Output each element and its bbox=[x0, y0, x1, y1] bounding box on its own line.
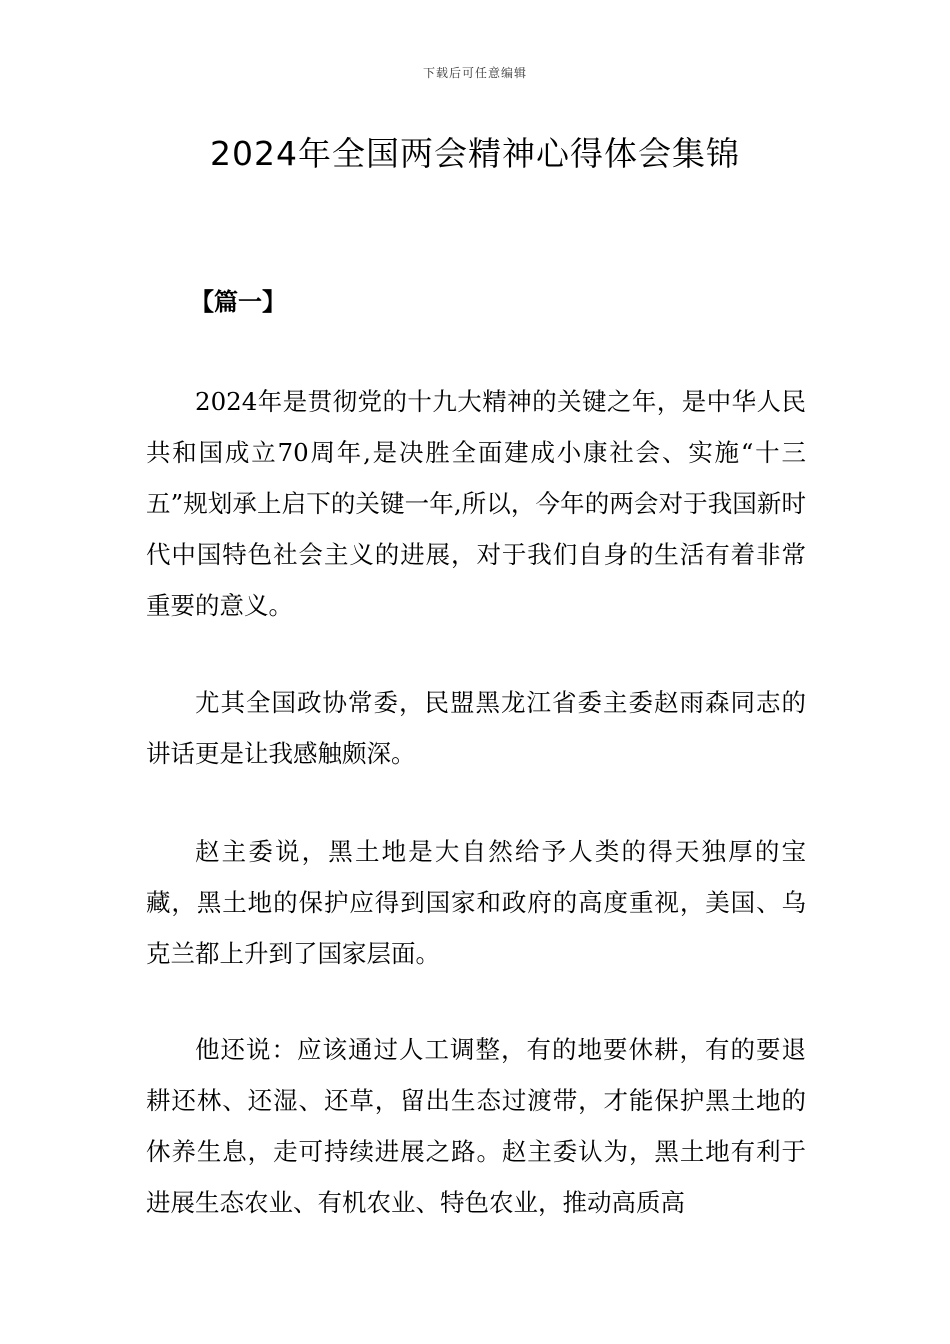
document-title: 2024年全国两会精神心得体会集锦 bbox=[210, 134, 740, 173]
paragraph-2: 尤其全国政协常委，民盟黑龙江省委主委赵雨森同志的讲话更是让我感触颇深。 bbox=[146, 688, 806, 768]
paragraph-3: 赵主委说，黑土地是大自然给予人类的得天独厚的宝藏，黑土地的保护应得到国家和政府的高度重视，美国、乌克兰都上升到了国家层面。 bbox=[146, 837, 806, 968]
paragraph-1: 2024年是贯彻党的十九大精神的关键之年，是中华人民共和国成立70周年,是决胜全面建成小康社会、实施“十三五”规划承上启下的关键一年,所以，今年的两会对于我国新时代中国特色社会主义的进展，对于我们自身的生活有着非常重要的意义。 bbox=[146, 387, 806, 620]
header-note: 下载后可任意编辑 bbox=[422, 66, 527, 80]
paragraph-4: 他还说：应该通过人工调整，有的地要休耕，有的要退耕还林、还湿、还草，留出生态过渡带，才能保护黑土地的休养生息，走可持续进展之路。赵主委认为，黑土地有利于进展生态农业、有机农业、特色农业，推动高质高 bbox=[146, 1035, 806, 1217]
section-heading: 【篇一】 bbox=[190, 288, 286, 316]
